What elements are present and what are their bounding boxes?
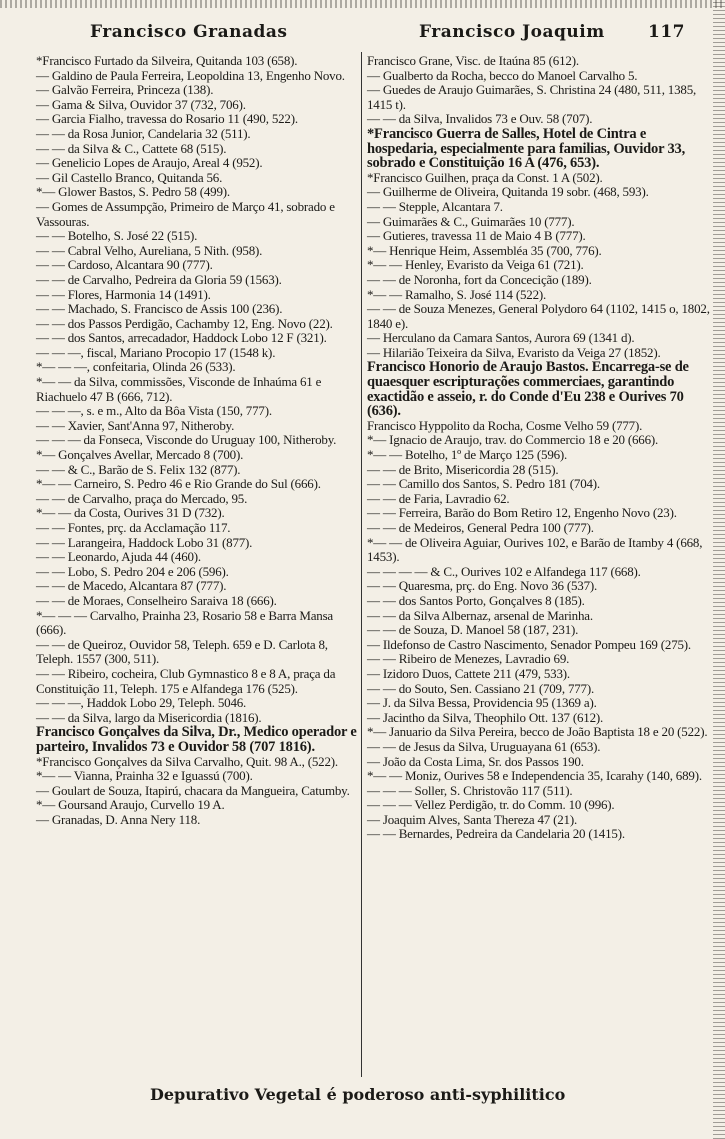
directory-entry: *— Gonçalves Avellar, Mercado 8 (700).: [36, 447, 244, 463]
directory-entry: *— — Carneiro, S. Pedro 46 e Rio Grande do Sul (666).: [36, 476, 321, 492]
directory-entry: — — de Medeiros, General Pedra 100 (777).: [367, 520, 594, 535]
directory-entry: — — & C., Barão de S. Felix 132 (877).: [36, 461, 241, 477]
directory-entry: — — —, fiscal, Mariano Procopio 17 (1548 k).: [36, 344, 276, 360]
directory-entry: — — de Macedo, Alcantara 87 (777).: [36, 578, 227, 594]
directory-entry: — Guilherme de Oliveira, Quitanda 19 sobr. (468, 593).: [367, 184, 649, 200]
directory-entry: — — de Souza Menezes, General Polydoro 64 (1102, 1415 o, 1802, 1840 e).: [367, 301, 713, 331]
directory-entry: — — de Noronha, fort da Concecição (189).: [367, 271, 592, 287]
directory-entry: — — de Carvalho, praça do Mercado, 95.: [36, 490, 248, 506]
directory-entry: — Ildefonso de Castro Nascimento, Senador Pompeu 169 (275).: [367, 636, 691, 652]
directory-entry: — — Ribeiro de Menezes, Lavradio 69.: [367, 651, 570, 667]
right-column: [367, 54, 715, 1079]
directory-entry: — — dos Santos Porto, Gonçalves 8 (185).: [367, 592, 585, 608]
directory-entry: — Gualberto da Rocha, becco do Manoel Carvalho 5.: [367, 67, 638, 83]
directory-entry: — João da Costa Lima, Sr. dos Passos 190.: [367, 753, 584, 769]
directory-entry: — — da Silva Albernaz, arsenal de Marinha.: [367, 607, 593, 623]
directory-entry: — Hilarião Teixeira da Silva, Evaristo da Veiga 27 (1852).: [367, 344, 661, 360]
directory-entry: *Francisco Guilhen, praça da Const. 1 A (502).: [367, 169, 603, 185]
directory-entry: — Garcia Fialho, travessa do Rosario 11 (490, 522).: [36, 111, 298, 127]
directory-entry: — Galdino de Paula Ferreira, Leopoldina 13, Engenho Novo.: [36, 67, 345, 83]
directory-entry: *— — Vianna, Prainha 32 e Iguassú (700).: [36, 768, 253, 784]
directory-entry: — — da Silva, Invalidos 73 e Ouv. 58 (707).: [367, 111, 593, 127]
directory-entry: — — da Silva & C., Cattete 68 (515).: [36, 140, 227, 156]
directory-entry: — — de Jesus da Silva, Uruguayana 61 (653).: [367, 738, 601, 754]
directory-entry: *— — de Oliveira Aguiar, Ourives 102, e Barão de Itamby 4 (668, 1453).: [367, 534, 706, 565]
directory-entry: — — Machado, S. Francisco de Assis 100 (236).: [36, 301, 283, 317]
directory-entry: — Granadas, D. Anna Nery 118.: [36, 811, 201, 827]
left-column: [36, 53, 361, 1079]
directory-entry: *— Glower Bastos, S. Pedro 58 (499).: [36, 184, 230, 200]
directory-entry: — Izidoro Duos, Cattete 211 (479, 533).: [367, 665, 570, 681]
directory-entry: *— — da Silva, commissões, Visconde de Inhaúma 61 e Riachuelo 47 B (666, 712).: [36, 374, 325, 404]
directory-entry: — — de Queiroz, Ouvidor 58, Teleph. 659 e D. Carlota 8, Teleph. 1557 (300, 511).: [36, 636, 331, 667]
directory-entry: — Herculano da Camara Santos, Aurora 69 (1341 d).: [367, 330, 635, 346]
directory-entry: — — Fontes, prç. da Acclamação 117.: [36, 520, 231, 535]
directory-entry: — — Xavier, Sant'Anna 97, Nitheroby.: [36, 417, 235, 433]
directory-entry: — — Botelho, S. José 22 (515).: [36, 228, 198, 244]
directory-entry: — Guimarães & C., Guimarães 10 (777).: [367, 213, 575, 229]
directory-entry: *— — da Costa, Ourives 31 D (732).: [36, 505, 225, 521]
page-number: 117: [648, 22, 685, 42]
directory-entry: — — de Souza, D. Manoel 58 (187, 231).: [367, 622, 579, 638]
directory-entry: *— Ignacio de Araujo, trav. do Commercio 18 e 20 (666).: [367, 432, 659, 448]
directory-entry: — Guedes de Araujo Guimarães, S. Christina 24 (480, 511, 1385, 1415 t).: [367, 82, 700, 112]
directory-entry: *Francisco Furtado da Silveira, Quitanda 103 (658).: [36, 53, 298, 68]
directory-entry: *— Henrique Heim, Assembléa 35 (700, 776).: [367, 242, 602, 258]
directory-entry: *— — Botelho, 1º de Março 125 (596).: [367, 447, 568, 463]
directory-entry: *— — —, confeitaria, Olinda 26 (533).: [36, 359, 236, 375]
directory-entry: — — Ferreira, Barão do Bom Retiro 12, Engenho Novo (23).: [367, 505, 677, 521]
directory-entry: — — do Souto, Sen. Cassiano 21 (709, 777).: [367, 680, 595, 696]
directory-entry: — Gomes de Assumpção, Primeiro de Março 41, sobrado e Vassouras.: [36, 198, 338, 229]
directory-entry: *— Januario da Silva Pereira, becco de João Baptista 18 e 20 (522).: [367, 724, 708, 740]
directory-entry: — Jacintho da Silva, Theophilo Ott. 137 (612).: [367, 709, 604, 725]
directory-entry: *— — Henley, Evaristo da Veiga 61 (721).: [367, 257, 584, 273]
directory-entry: Francisco Hyppolito da Rocha, Cosme Velho 59 (777).: [367, 417, 643, 433]
directory-entry: — Gama & Silva, Ouvidor 37 (732, 706).: [36, 96, 246, 112]
directory-entry: — — Flores, Harmonia 14 (1491).: [36, 286, 211, 302]
directory-entry: — — de Carvalho, Pedreira da Gloria 59 (1563).: [36, 271, 282, 287]
running-head-left: Francisco Granadas: [90, 22, 288, 42]
directory-entry: — — Ribeiro, cocheira, Club Gymnastico 8 e 8 A, praça da Constituição 11, Teleph. 175 e Alfandega 176 (525).: [36, 665, 339, 696]
directory-entry: — — Leonardo, Ajuda 44 (460).: [36, 549, 201, 565]
directory-entry: *— — Moniz, Ourives 58 e Independencia 35, Icarahy (140, 689).: [367, 768, 702, 784]
directory-entry: *— Goursand Araujo, Curvello 19 A.: [36, 797, 225, 813]
directory-entry: — — —, s. e m., Alto da Bôa Vista (150, 777).: [36, 403, 272, 419]
directory-entry: — — Cabral Velho, Aureliana, 5 Nith. (958).: [36, 242, 263, 258]
directory-entry: — — Stepple, Alcantara 7.: [367, 198, 503, 214]
directory-entry: *— — Ramalho, S. José 114 (522).: [367, 286, 547, 302]
directory-entry: — Goulart de Souza, Itapirú, chacara da Mangueira, Catumby.: [36, 782, 350, 798]
directory-entry: — — — da Fonseca, Visconde do Uruguay 100, Nitheroby.: [36, 432, 337, 448]
directory-entry: — — dos Passos Perdigão, Cachamby 12, Eng. Novo (22).: [36, 315, 333, 331]
directory-entry: — — de Faria, Lavradio 62.: [367, 490, 510, 506]
directory-entry: — — — — & C., Ourives 102 e Alfandega 117 (668).: [367, 563, 641, 579]
directory-entry: — — Lobo, S. Pedro 204 e 206 (596).: [36, 563, 229, 579]
directory-entry: — — da Rosa Junior, Candelaria 32 (511).: [36, 125, 251, 141]
directory-entry: *Francisco Guerra de Salles, Hotel de Cintra e hospedaria, especialmente para familias, Ouvidor 33, sobrado e Constituição 16 A (476, 653).: [367, 125, 689, 172]
directory-entry: — — Cardoso, Alcantara 90 (777).: [36, 257, 213, 273]
directory-entry: — — Larangeira, Haddock Lobo 31 (877).: [36, 534, 253, 550]
directory-entry: *Francisco Gonçalves da Silva Carvalho, Quit. 98 A., (522).: [36, 753, 338, 769]
directory-entry: — — de Brito, Misericordia 28 (515).: [367, 461, 559, 477]
page-top-edge: [0, 0, 725, 8]
directory-entry: Francisco Gonçalves da Silva, Dr., Medico operador e parteiro, Invalidos 73 e Ouvidor 58 (707 1816).: [36, 724, 361, 755]
column-divider: [361, 52, 362, 1077]
directory-entry: — Joaquim Alves, Santa Thereza 47 (21).: [367, 811, 578, 827]
directory-entry: — — dos Santos, arrecadador, Haddock Lobo 12 F (321).: [36, 330, 327, 346]
directory-entry: — Galvão Ferreira, Princeza (138).: [36, 82, 214, 98]
directory-entry: — Genelicio Lopes de Araujo, Areal 4 (952).: [36, 155, 263, 171]
directory-entry: — — Bernardes, Pedreira da Candelaria 20 (1415).: [367, 826, 625, 842]
running-head-right: Francisco Joaquim: [419, 22, 605, 42]
footer-advertisement: Depurativo Vegetal é poderoso anti-syphilitico: [150, 1085, 566, 1104]
directory-entry: — — —, Haddok Lobo 29, Teleph. 5046.: [36, 695, 247, 711]
directory-entry: — — da Silva, largo da Misericordia (1816).: [36, 709, 262, 725]
directory-entry: — — Quaresma, prç. do Eng. Novo 36 (537).: [367, 578, 598, 594]
directory-entry: — — Camillo dos Santos, S. Pedro 181 (704).: [367, 476, 600, 492]
directory-entry: — Gutieres, travessa 11 de Maio 4 B (777).: [367, 228, 586, 244]
directory-entry: Francisco Grane, Visc. de Itaúna 85 (612).: [367, 53, 579, 68]
directory-entry: — — — Vellez Perdigão, tr. do Comm. 10 (996).: [367, 797, 615, 813]
directory-entry: — Gil Castello Branco, Quitanda 56.: [36, 169, 223, 185]
directory-entry: — J. da Silva Bessa, Providencia 95 (1369 a).: [367, 695, 597, 711]
directory-entry: — — de Moraes, Conselheiro Saraiva 18 (666).: [36, 592, 277, 608]
directory-entry: Francisco Honorio de Araujo Bastos. Encarrega-se de quaesquer escripturações commerciaes, garantindo exactidão e asseio, r. do Conde d'Eu 238 e Ourives 70 (636).: [367, 359, 693, 420]
directory-entry: — — — Soller, S. Christovão 117 (511).: [367, 782, 573, 798]
directory-entry: *— — — Carvalho, Prainha 23, Rosario 58 e Barra Mansa (666).: [36, 607, 337, 638]
